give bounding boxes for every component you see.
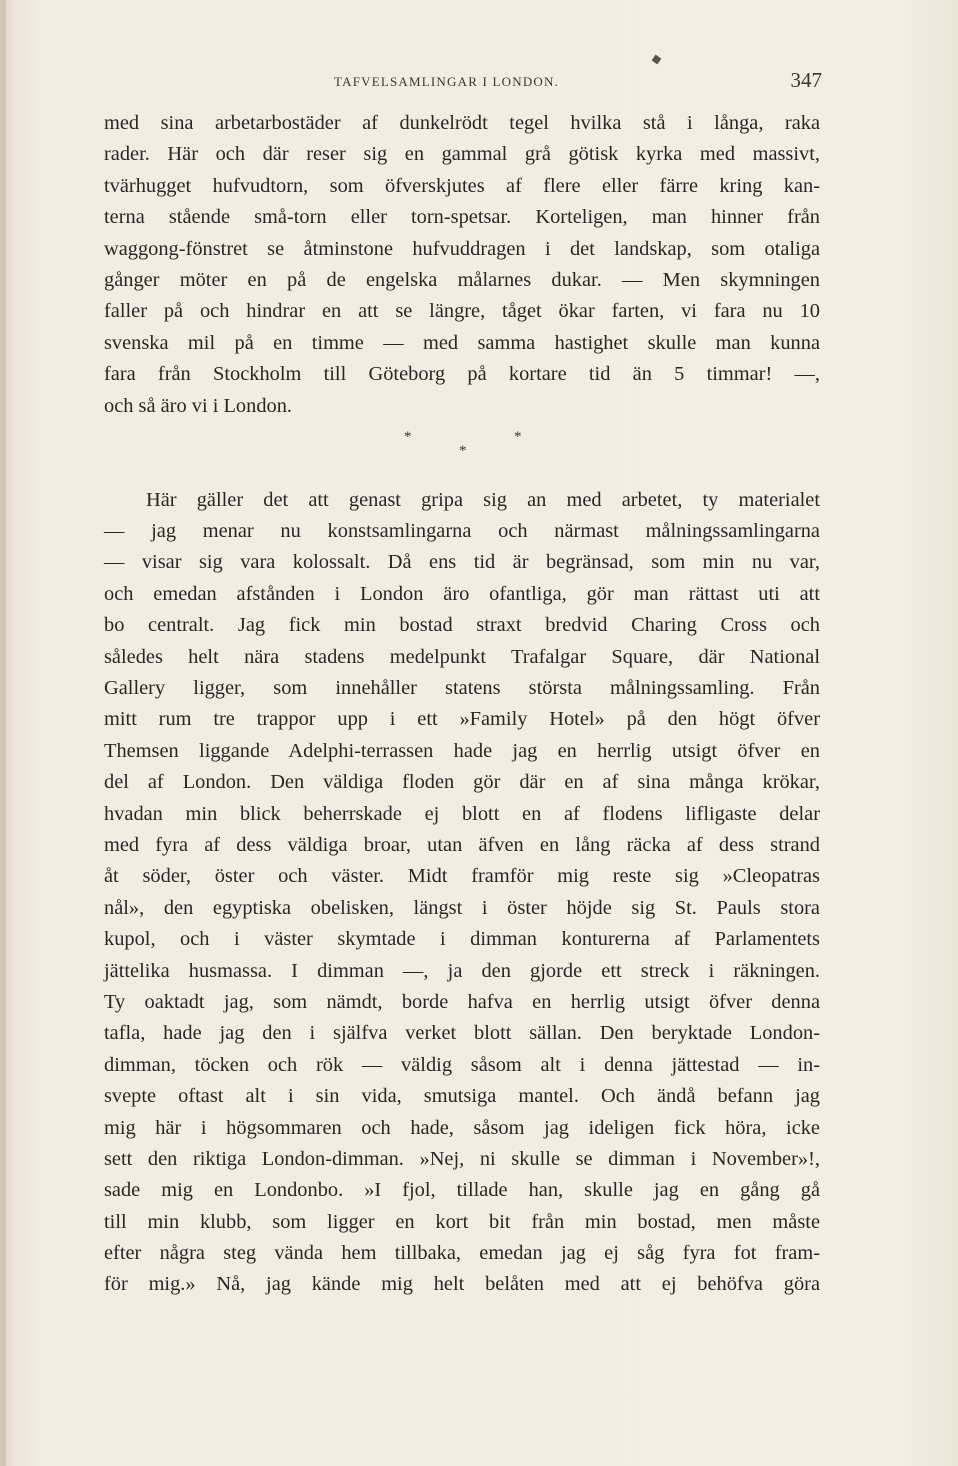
- text-line: fara från Stockholm till Göteborg på kortare tid än 5 timmar! —,: [104, 363, 820, 386]
- text-line: för mig.» Nå, jag kände mig helt belåten med att ej behöfva göra: [104, 1273, 820, 1296]
- text-line: med fyra af dess väldiga broar, utan äfven en lång räcka af dess strand: [104, 834, 820, 856]
- text-line: rader. Här och där reser sig en gammal grå götisk kyrka med massivt,: [104, 143, 820, 166]
- text-line: åt söder, öster och väster. Midt framför mig reste sig »Cleopatras: [104, 865, 820, 888]
- text-line: nål», den egyptiska obelisken, längst i öster höjde sig St. Pauls stora: [104, 896, 820, 919]
- text-line: till min klubb, som ligger en kort bit från min bostad, men måste: [104, 1210, 820, 1233]
- text-line: kupol, och i väster skymtade i dimman konturerna af Parlamentets: [104, 928, 820, 951]
- text-line: och emedan afstånden i London äro ofantliga, gör man rättast uti att: [104, 582, 820, 605]
- text-line: bo centralt. Jag fick min bostad straxt bredvid Charing Cross och: [104, 614, 820, 637]
- page-header: [104, 70, 822, 98]
- text-line: Här gäller det att genast gripa sig an med arbetet, ty materialet: [146, 488, 820, 511]
- body-text: [104, 108, 820, 1301]
- text-line: terna stående små-torn eller torn-spetsar. Korteligen, man hinner från: [104, 206, 820, 229]
- text-line: Ty oaktadt jag, som nämdt, borde hafva en herrlig utsigt öfver denna: [104, 990, 820, 1013]
- text-line: tvärhugget hufvudtorn, som öfverskjutes af flere eller färre kring kan-: [104, 174, 820, 197]
- text-line: jättelika husmassa. I dimman —, ja den gjorde ett streck i räkningen.: [104, 959, 820, 982]
- text-line: del af London. Den väldiga floden gör där en af sina många krökar,: [104, 771, 820, 794]
- text-line: waggong-fönstret se åtminstone hufvuddragen i det landskap, som otaliga: [104, 237, 820, 260]
- paragraph-1: [104, 108, 820, 422]
- text-line: Themsen liggande Adelphi-terrassen hade jag en herrlig utsigt öfver en: [104, 739, 820, 762]
- text-line: Gallery ligger, som innehåller statens största målningssamling. Från: [104, 677, 820, 700]
- paragraph-2: [104, 485, 820, 1301]
- text-line: dimman, töcken och rök — väldig såsom alt i denna jättestad — in-: [104, 1053, 820, 1076]
- section-break-asterism: [104, 422, 820, 485]
- text-line: sett den riktiga London-dimman. »Nej, ni skulle se dimman i November»!,: [104, 1147, 820, 1170]
- page-edge: [0, 0, 6, 1466]
- asterisk: *: [404, 428, 412, 445]
- text-line: tafla, hade jag den i själfva verket blott sällan. Den beryktade London-: [104, 1022, 820, 1045]
- text-line: och så äro vi i London.: [104, 394, 293, 417]
- text-line: mitt rum tre trappor upp i ett »Family Hotel» på den högt öfver: [104, 708, 820, 731]
- text-line: svepte oftast alt i sin vida, smutsiga mantel. Och ändå befann jag: [104, 1085, 820, 1108]
- page-number: 347: [790, 68, 822, 92]
- text-line: således helt nära stadens medelpunkt Trafalgar Square, där National: [104, 645, 820, 668]
- text-line: gånger möter en på de engelska målarnes dukar. — Men skymningen: [104, 268, 820, 291]
- text-line: efter några steg vända hem tillbaka, emedan jag ej såg fyra fot fram-: [104, 1242, 820, 1265]
- text-line: mig här i högsommaren och hade, såsom jag ideligen fick höra, icke: [104, 1116, 820, 1139]
- text-line: — jag menar nu konstsamlingarna och närmast målningssamlingarna: [104, 520, 820, 543]
- text-line: faller på och hindrar en att se längre, tåget ökar farten, vi fara nu 10: [104, 300, 820, 323]
- text-line: sade mig en Londonbo. »I fjol, tillade han, skulle jag en gång gå: [104, 1179, 820, 1202]
- asterisk: *: [514, 428, 522, 445]
- asterisk: *: [459, 442, 467, 459]
- text-line: hvadan min blick beherrskade ej blott en af flodens lifligaste delar: [104, 802, 820, 825]
- text-line: med sina arbetarbostäder af dunkelrödt tegel hvilka stå i långa, raka: [104, 112, 820, 134]
- text-line: — visar sig vara kolossalt. Då ens tid är begränsad, som min nu var,: [104, 551, 820, 574]
- ink-mark-icon: [652, 55, 662, 65]
- running-title: TAFVELSAMLINGAR I LONDON.: [334, 74, 560, 89]
- text-line: svenska mil på en timme — med samma hastighet skulle man kunna: [104, 331, 820, 354]
